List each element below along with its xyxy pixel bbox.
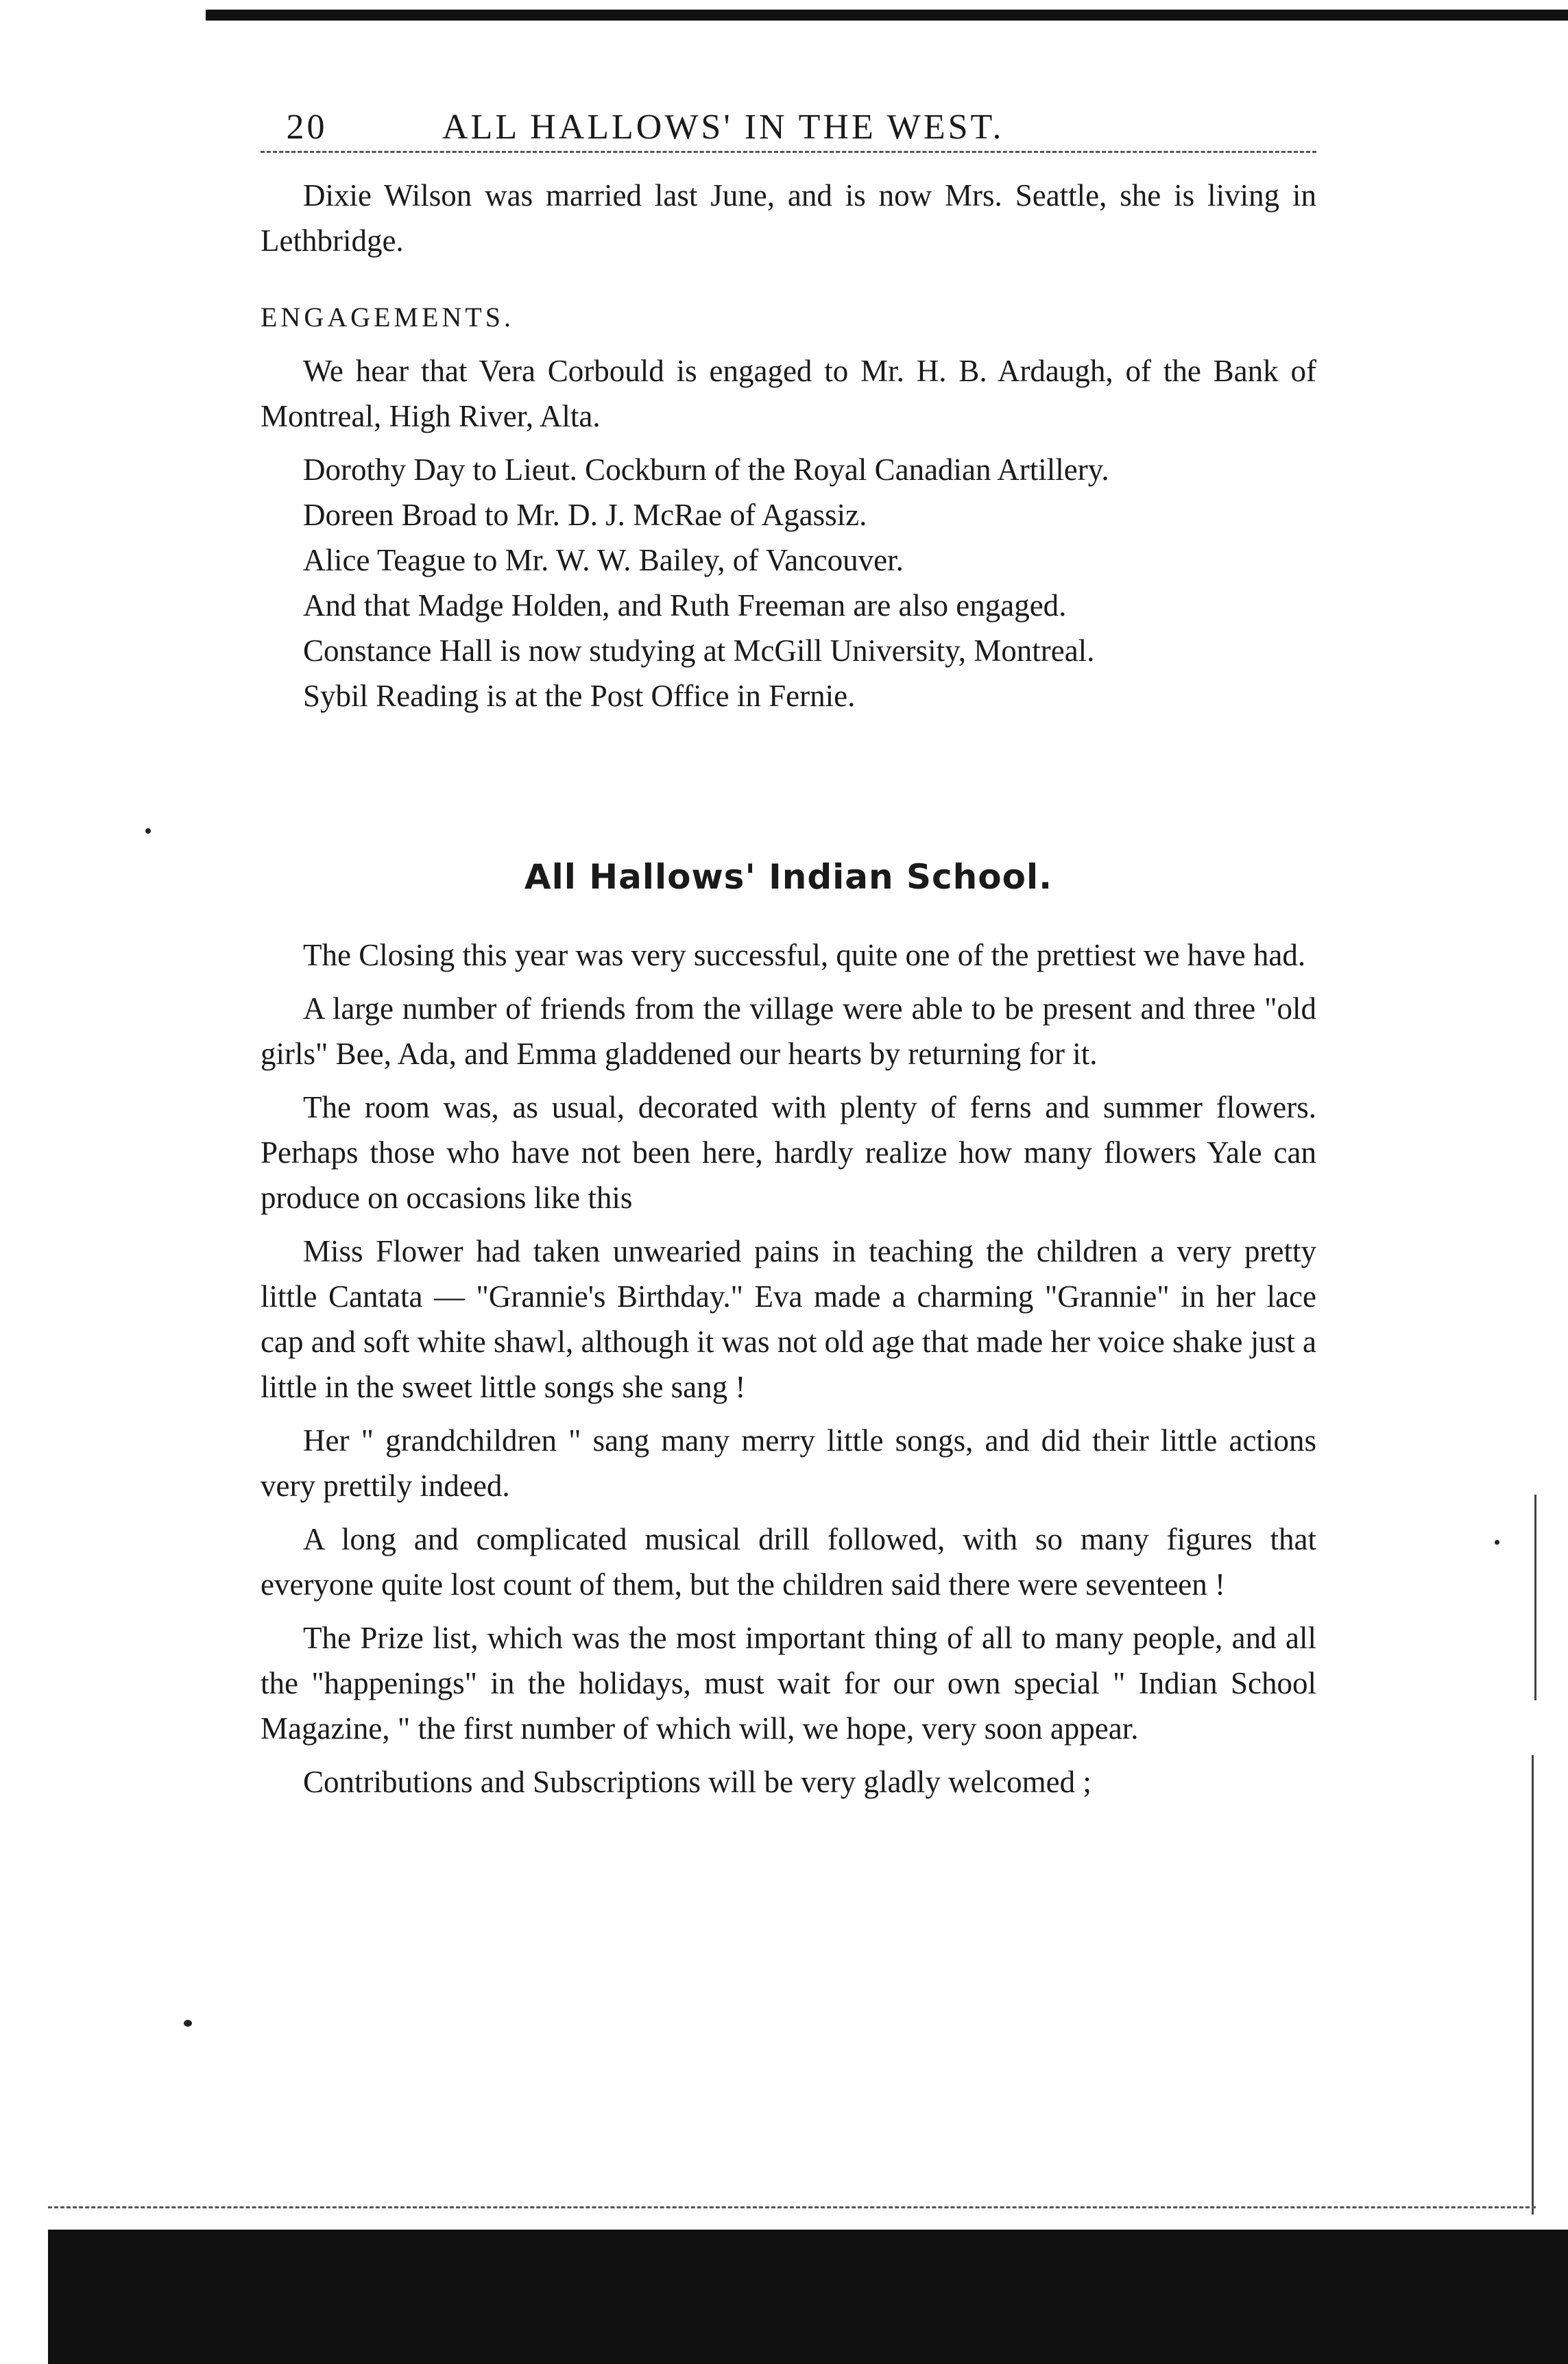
- page-number: 20: [286, 108, 328, 147]
- engagement-item: Doreen Broad to Mr. D. J. McRae of Agassiz.: [303, 498, 867, 532]
- engagements-heading: ENGAGEMENTS.: [261, 302, 514, 333]
- bottom-border-band: [48, 2230, 1568, 2364]
- top-border-rule: [206, 10, 1568, 21]
- article-paragraph: The Prize list, which was the most important thing of all to many people, and all the "happenings" in the holidays, must wait for our own special " Indian School Magazine, " the first number of which will, we hope, very soon appear.: [261, 1621, 1316, 1746]
- engagement-item: Alice Teague to Mr. W. W. Bailey, of Vancouver.: [303, 543, 904, 577]
- engagements-section: [261, 295, 1316, 719]
- article-paragraph: The Closing this year was very successful, quite one of the prettiest we have had.: [303, 938, 1306, 972]
- article-paragraph: Her " grandchildren " sang many merry little songs, and did their little actions very prettily indeed.: [261, 1423, 1316, 1503]
- scan-speck: [1495, 1540, 1499, 1545]
- engagement-item: Dorothy Day to Lieut. Cockburn of the Royal Canadian Artillery.: [303, 453, 1109, 487]
- page-header: [261, 103, 1316, 153]
- intro-section: [261, 173, 1316, 263]
- article-body: [261, 932, 1316, 1805]
- bottom-rule: [48, 2206, 1536, 2208]
- article-paragraph: Miss Flower had taken unwearied pains in teaching the children a very pretty little Cantata — "Grannie's Birthday." Eva made a charming "Grannie" in her lace cap and soft white shawl, although it was not old age that made her voice shake just a little in the sweet little songs she sang !: [261, 1234, 1316, 1404]
- engagement-item: Sybil Reading is at the Post Office in Fernie.: [303, 679, 856, 713]
- article-paragraph: Contributions and Subscriptions will be very gladly welcomed ;: [303, 1765, 1091, 1799]
- margin-scan-line: [1534, 1495, 1536, 1700]
- article-paragraph: A long and complicated musical drill followed, with so many figures that everyone quite lost count of them, but the children said there were seventeen !: [261, 1522, 1316, 1602]
- engagement-item: Constance Hall is now studying at McGill University, Montreal.: [303, 634, 1095, 668]
- engagement-item: And that Madge Holden, and Ruth Freeman are also engaged.: [303, 588, 1067, 623]
- running-title: ALL HALLOWS' IN THE WEST.: [442, 108, 1004, 147]
- scan-speck: [184, 2020, 192, 2027]
- scan-speck: [145, 828, 151, 834]
- margin-scan-line: [1532, 1755, 1534, 2215]
- intro-paragraph: Dixie Wilson was married last June, and is now Mrs. Seattle, she is living in Lethbridge.: [261, 178, 1316, 258]
- engagement-item: We hear that Vera Corbould is engaged to Mr. H. B. Ardaugh, of the Bank of Montreal, High River, Alta.: [261, 354, 1316, 433]
- article-title: All Hallows' Indian School.: [524, 857, 1053, 897]
- article-paragraph: A large number of friends from the village were able to be present and three "old girls" Bee, Ada, and Emma gladdened our hearts by returning for it.: [261, 991, 1316, 1071]
- article-paragraph: The room was, as usual, decorated with plenty of ferns and summer flowers. Perhaps those who have not been here, hardly realize how many flowers Yale can produce on occasions like this: [261, 1090, 1316, 1215]
